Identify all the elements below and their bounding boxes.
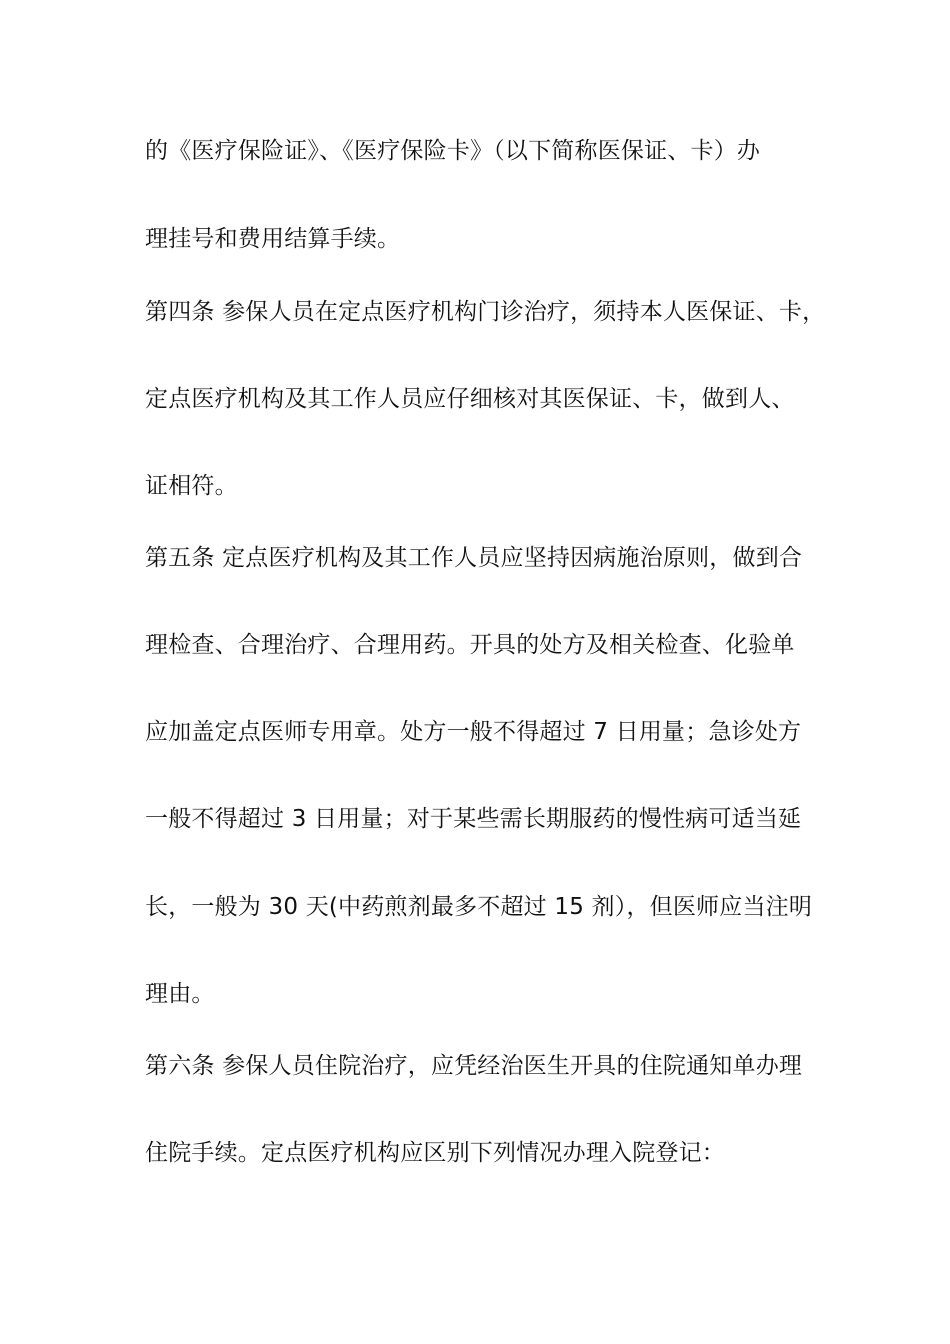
text-line-4: 定点医疗机构及其工作人员应仔细核对其医保证、卡，做到人、 xyxy=(145,386,795,412)
text-line-3: 第四条 参保人员在定点医疗机构门诊治疗，须持本人医保证、卡， xyxy=(145,299,826,325)
text-line-6: 第五条 定点医疗机构及其工作人员应坚持因病施治原则，做到合 xyxy=(145,545,803,571)
text-line-5: 证相符。 xyxy=(145,473,238,499)
text-line-12: 第六条 参保人员住院治疗，应凭经治医生开具的住院通知单办理 xyxy=(145,1053,803,1079)
text-line-2: 理挂号和费用结算手续。 xyxy=(145,226,401,252)
text-line-7: 理检查、合理治疗、合理用药。开具的处方及相关检查、化验单 xyxy=(145,632,795,658)
text-line-9: 一般不得超过 3 日用量；对于某些需长期服药的慢性病可适当延 xyxy=(145,806,802,832)
text-line-10: 长，一般为 30 天(中药煎剂最多不超过 15 剂），但医师应当注明 xyxy=(145,894,813,920)
text-line-8: 应加盖定点医师专用章。处方一般不得超过 7 日用量；急诊处方 xyxy=(145,719,802,745)
text-line-11: 理由。 xyxy=(145,981,215,1007)
text-line-13: 住院手续。定点医疗机构应区别下列情况办理入院登记： xyxy=(145,1140,725,1166)
text-line-1: 的《医疗保险证》、《医疗保险卡》（以下简称医保证、卡）办 xyxy=(145,138,761,164)
